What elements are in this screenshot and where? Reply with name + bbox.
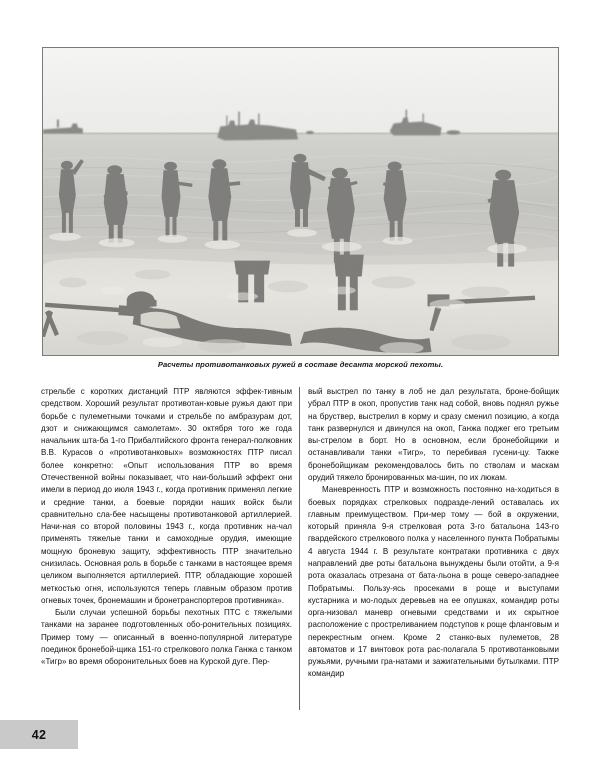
column-divider — [292, 386, 308, 712]
body-text-columns — [41, 386, 559, 712]
photo-caption: Расчеты противотанковых ружей в составе десанта морской пехоты. — [157, 360, 444, 369]
photograph-wwii-marine-landing — [42, 47, 559, 356]
paragraph: Маневренность ПТР и возможность постоянно на-ходиться в боевых порядках стрелковых подразде-лений оставалась их главным преимуществом. При-мер тому — бой в окружении, который приняла 9-я стрелковая рота 3-го батальона 143-го гвардейского стрелкового полка у населенного пункта Побратымы 4 августа 1944 г. В результате контратаки противника с двух направлений две роты батальона вынуждены были отойти, а 9-я рота оказалась отрезана от бата-льона в роще северо-западнее Побратымы. Пользу-ясь просеками в роще и выступами кустарника и мо-лодых деревьев на ее опушках, командир роты орга-низовал маневр огневыми средствами и их скрытное расположение с простреливанием подступов к роще фланговым и перекрестным огнем. Кроме 2 станко-вых пулеметов, 28 автоматов и 17 винтовок рота рас-полагала 5 противотанковыми ружьями, ручными гра-натами и зажигательными бутылками. ПТР командир — [308, 485, 559, 679]
paragraph: вый выстрел по танку в лоб не дал результата, броне-бойщик убрал ПТР в окоп, пропустив танк над собой, вновь поднял ружье на бруствер, выстрелил в корму и сразу сменил позицию, а когда танк развернулся и двинулся на окоп, Ганжа поджег его третьим вы-стрелом в борт. Но в основном, если бронебойщики и останавливали танки «Тигр», то перебивая гусени-цу. Также бронебойщикам рекомендовалось бить по стволам и маскам орудий тяжело бронированных ма-шин, по их люкам. — [308, 387, 559, 482]
paragraph: стрельбе с коротких дистанций ПТР являются эффек-тивным средством. Хороший результат противотан-ковые ружья дают при борьбе с пулеметными точками и стрельбе по амбразурам дот, дзот и снижающимся самолетам». 30 октября того же года начальник шта-ба 1-го Прибалтийского фронта генерал-полковник В.В. Курасов о «противотанковых» возможностях ПТР писал более конкретно: «Опыт использования ПТР во время Отечественной войны показывает, что наи-больший эффект они имели в период до июля 1943 г., когда противник применял легкие и средние танки, а боевые порядки наших войск были сравнительно сла-бее насыщены противотанковой артиллерией. Начи-ная со второй половины 1943 г., когда противник на-чал применять тяжелые танки и самоходные орудия, имеющие мощную броневую защиту, эффективность ПТР значительно снизилась. Основная роль в борьбе с танками в настоящее время целиком выполняется артиллерией. ПТР, обладающие хорошей меткостью огня, используются теперь главным образом против огневых точек, бронемашин и бронетранспортеров противника». — [41, 387, 292, 605]
text-column-left — [41, 386, 292, 712]
text-column-right — [308, 386, 559, 712]
photo-illustration — [43, 48, 558, 355]
page-number: 42 — [31, 727, 47, 742]
paragraph: Были случаи успешной борьбы пехотных ПТС с тяжелыми танками на заранее подготовленных обо-ронительных позициях. Пример тому — описанный в военно-популярной литературе поединок бронебой-щика 151-го стрелкового полка Ганжа с танком «Тигр» во время оборонительных боев на Курской дуге. Пер- — [41, 608, 292, 667]
